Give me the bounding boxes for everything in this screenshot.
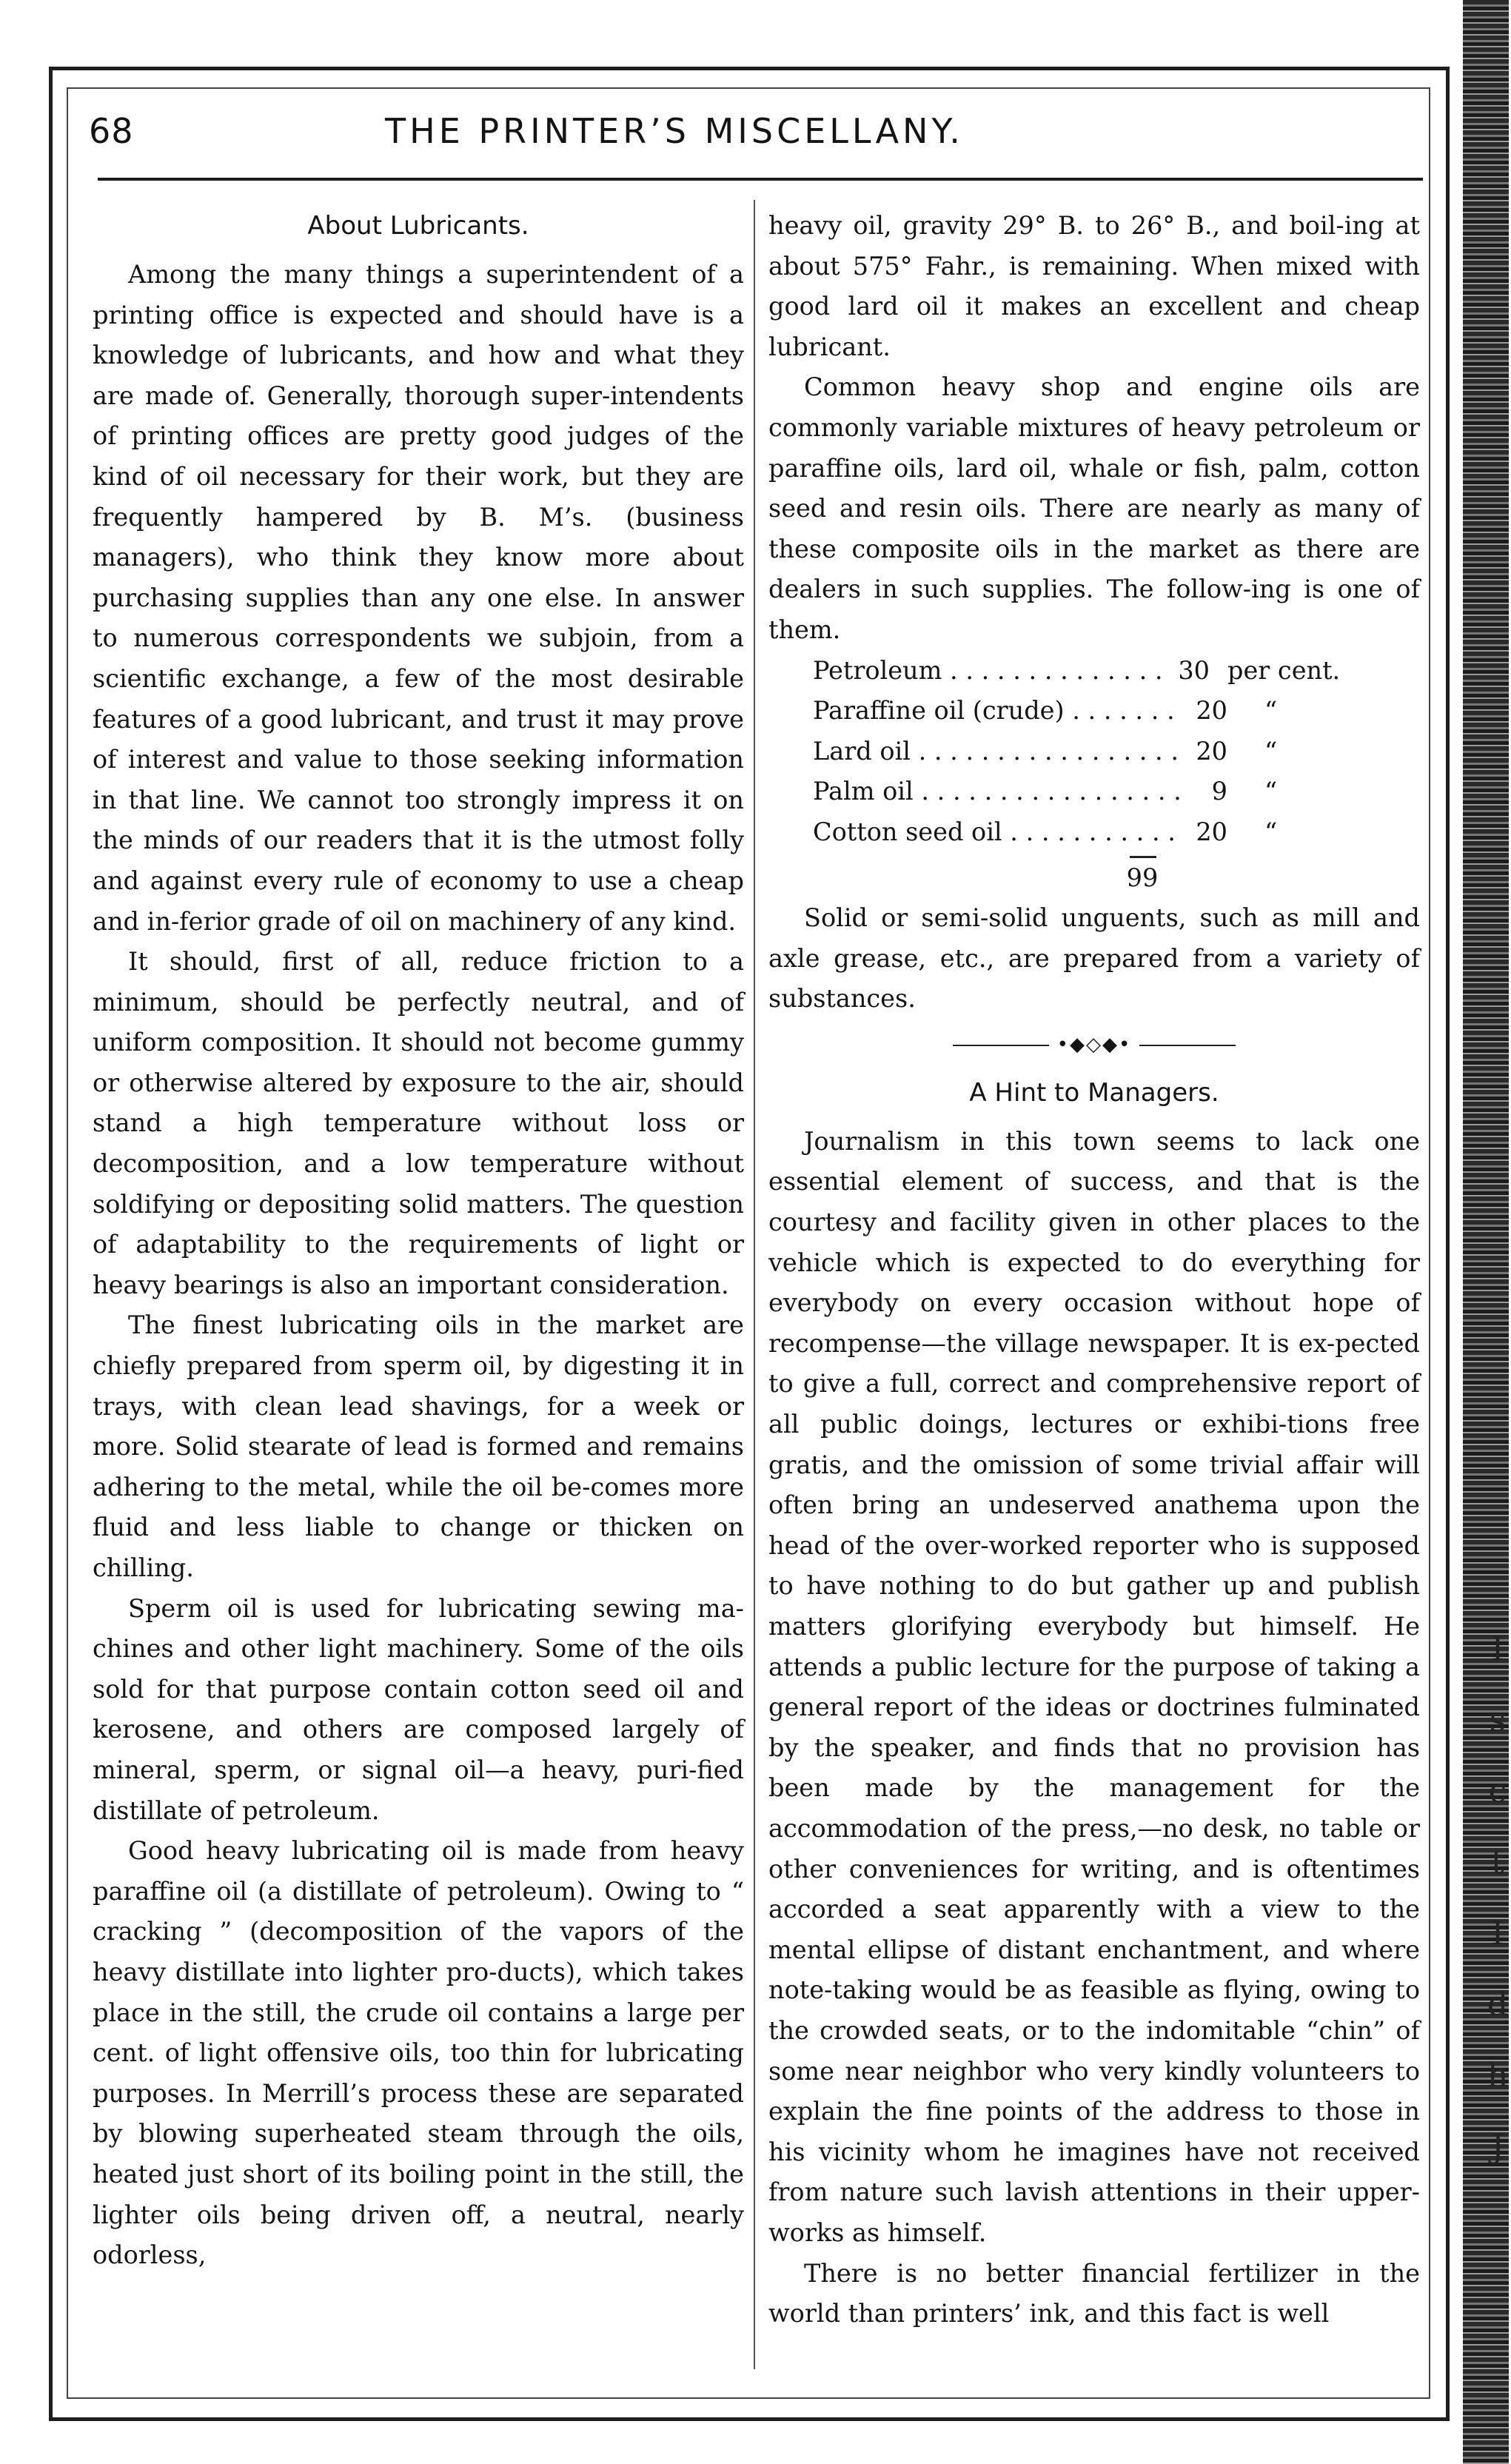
recipe-unit: “ (1264, 696, 1278, 726)
recipe-amount: 20 (1196, 696, 1227, 726)
recipe-ingredient: Petroleum . . . (813, 651, 1164, 692)
recipe-unit: “ (1264, 736, 1278, 766)
paragraph: Sperm oil is used for lubricating sewing ma-chines and other light machinery. Some of the oils sold for that purpose contain cotton seed oil and kerosene, and others are composed largely of mineral, sperm, or signal oil—a heavy, puri-fied distillate of petroleum. (93, 1593, 744, 1825)
paragraph: Among the many things a superintendent of a printing office is expected and should have is a knowledge of lubricants, and how and what they are made of. Generally, thorough super-intendents of printing offices are pretty good judges of the kind of oil necessary for their work, but they are frequently hampered by B. M’s. (business managers), who think they know more about purchasing supplies than any one else. In answer to numerous correspondents we subjoin, from a scientific exchange, a few of the most desirable features of a good lubricant, and trust it may prove of interest and value to those seeking information in that line. We cannot too strongly impress it on the minds of our readers that it is the utmost folly and against every rule of economy to use a cheap and in-ferior grade of oil on machinery of any kind. (93, 260, 744, 936)
right-column (768, 206, 1420, 2334)
recipe-ingredient: Lard oil . . . (813, 732, 1182, 772)
article-title-managers: A Hint to Managers. (969, 1077, 1219, 1108)
oil-recipe-table (813, 651, 1376, 899)
paragraph: Common heavy shop and engine oils are commonly variable mixtures of heavy petroleum or paraffine oils, lard oil, whale or fish, palm, cotton seed and resin oils. There are nearly as many of these composite oils in the market as there are dealers in such supplies. The follow-ing is one of them. (768, 372, 1420, 644)
left-column (93, 206, 744, 2276)
recipe-row (813, 651, 1376, 692)
recipe-row (813, 812, 1376, 853)
recipe-row (813, 771, 1376, 812)
paragraph: Good heavy lubricating oil is made from heavy paraffine oil (a distillate of petroleum). Owing to “ cracking ” (decomposition of the vapors of the heavy distillate into lighter pro-ducts), which takes place in the still, the crude oil contains a large per cent. of light offensive oils, too thin for lubricating purposes. In Merrill’s process these are separated by blowing superheated steam through the oils, heated just short of its boiling point in the still, the lighter oils being driven off, a neutral, nearly odorless, (93, 1836, 744, 2270)
recipe-ingredient: Palm oil . . . (813, 771, 1182, 812)
recipe-unit: per cent. (1227, 655, 1341, 685)
recipe-unit: “ (1264, 777, 1278, 806)
header-rule (98, 178, 1423, 181)
column-divider (754, 200, 755, 2369)
paragraph: There is no better financial fertilizer in the world than printers’ ink, and this fact is well (768, 2258, 1420, 2329)
paragraph: It should, first of all, reduce friction to a minimum, should be perfectly neutral, and of uniform composition. It should not become gummy or otherwise altered by exposure to the air, should stand a high temperature without loss or decomposition, and a low temperature without soldifying or depositing solid matters. The question of adaptability to the requirements of light or heavy bearings is also an important consideration. (93, 947, 744, 1299)
paragraph: The finest lubricating oils in the market are chiefly prepared from sperm oil, by digesting it in trays, with clean lead shavings, for a week or more. Solid stearate of lead is formed and remains adhering to the metal, while the oil be-comes more fluid and less liable to change or thicken on chilling. (93, 1310, 744, 1582)
recipe-row (813, 691, 1376, 732)
recipe-ingredient: Cotton seed oil . . . (813, 812, 1182, 853)
recipe-amount: 9 (1211, 777, 1227, 806)
recipe-row (813, 732, 1376, 772)
paragraph-continued: heavy oil, gravity 29° B. to 26° B., and boil-ing at about 575° Fahr., is remaining. When mixed with good lard oil it makes an excellent and cheap lubricant. (768, 211, 1420, 361)
running-title: THE PRINTER’S MISCELLANY. (385, 111, 964, 151)
ornament-glyph: •◆◇◆• (1056, 1033, 1132, 1056)
recipe-amount: 20 (1196, 736, 1227, 766)
paragraph: Solid or semi-solid unguents, such as mill and axle grease, etc., are prepared from a variety of substances. (768, 903, 1420, 1014)
adjacent-page-fragment: I s c t I d h J (1487, 1630, 1509, 2166)
article-title-lubricants: About Lubricants. (307, 211, 529, 241)
section-ornament (768, 1030, 1420, 1059)
page-number: 68 (89, 111, 134, 151)
recipe-total: 99 (1126, 863, 1159, 892)
recipe-unit: “ (1264, 817, 1278, 846)
recipe-amount: 20 (1196, 817, 1227, 846)
ornament-line (953, 1045, 1049, 1046)
paragraph: Journalism in this town seems to lack one essential element of success, and that is the courtesy and facility given in other places to the vehicle which is expected to do everything for everybody on every occasion without hope of recompense—the village newspaper. It is ex-pected to give a full, correct and comprehensive report of all public doings, lectures or exhibi-tions free gratis, and the omission of some trivial affair will often bring an undeserved anathema upon the head of the over-worked reporter who is supposed to have nothing to do but gather up and publish matters glorifying everybody but himself. He attends a public lecture for the purpose of taking a general report of the ideas or doctrines fulminated by the speaker, and finds that no provision has been made by the management for the accommodation of the press,—no desk, no table or other conveniences for writing, and is oftentimes accorded a seat apparently with a view to the mental ellipse of distant enchantment, and where note-taking would be as feasible as flying, owing to the crowded seats, or to the indomitable “chin” of some near neighbor who very kindly volunteers to explain the fine points of the address to those in his vicinity whom he imagines have not received from nature such lavish attentions in their upper-works as himself. (768, 1126, 1420, 2247)
ornament-line (1139, 1045, 1236, 1046)
recipe-ingredient: Paraffine oil (crude) . . . (813, 691, 1182, 732)
recipe-amount: 30 (1178, 655, 1210, 685)
